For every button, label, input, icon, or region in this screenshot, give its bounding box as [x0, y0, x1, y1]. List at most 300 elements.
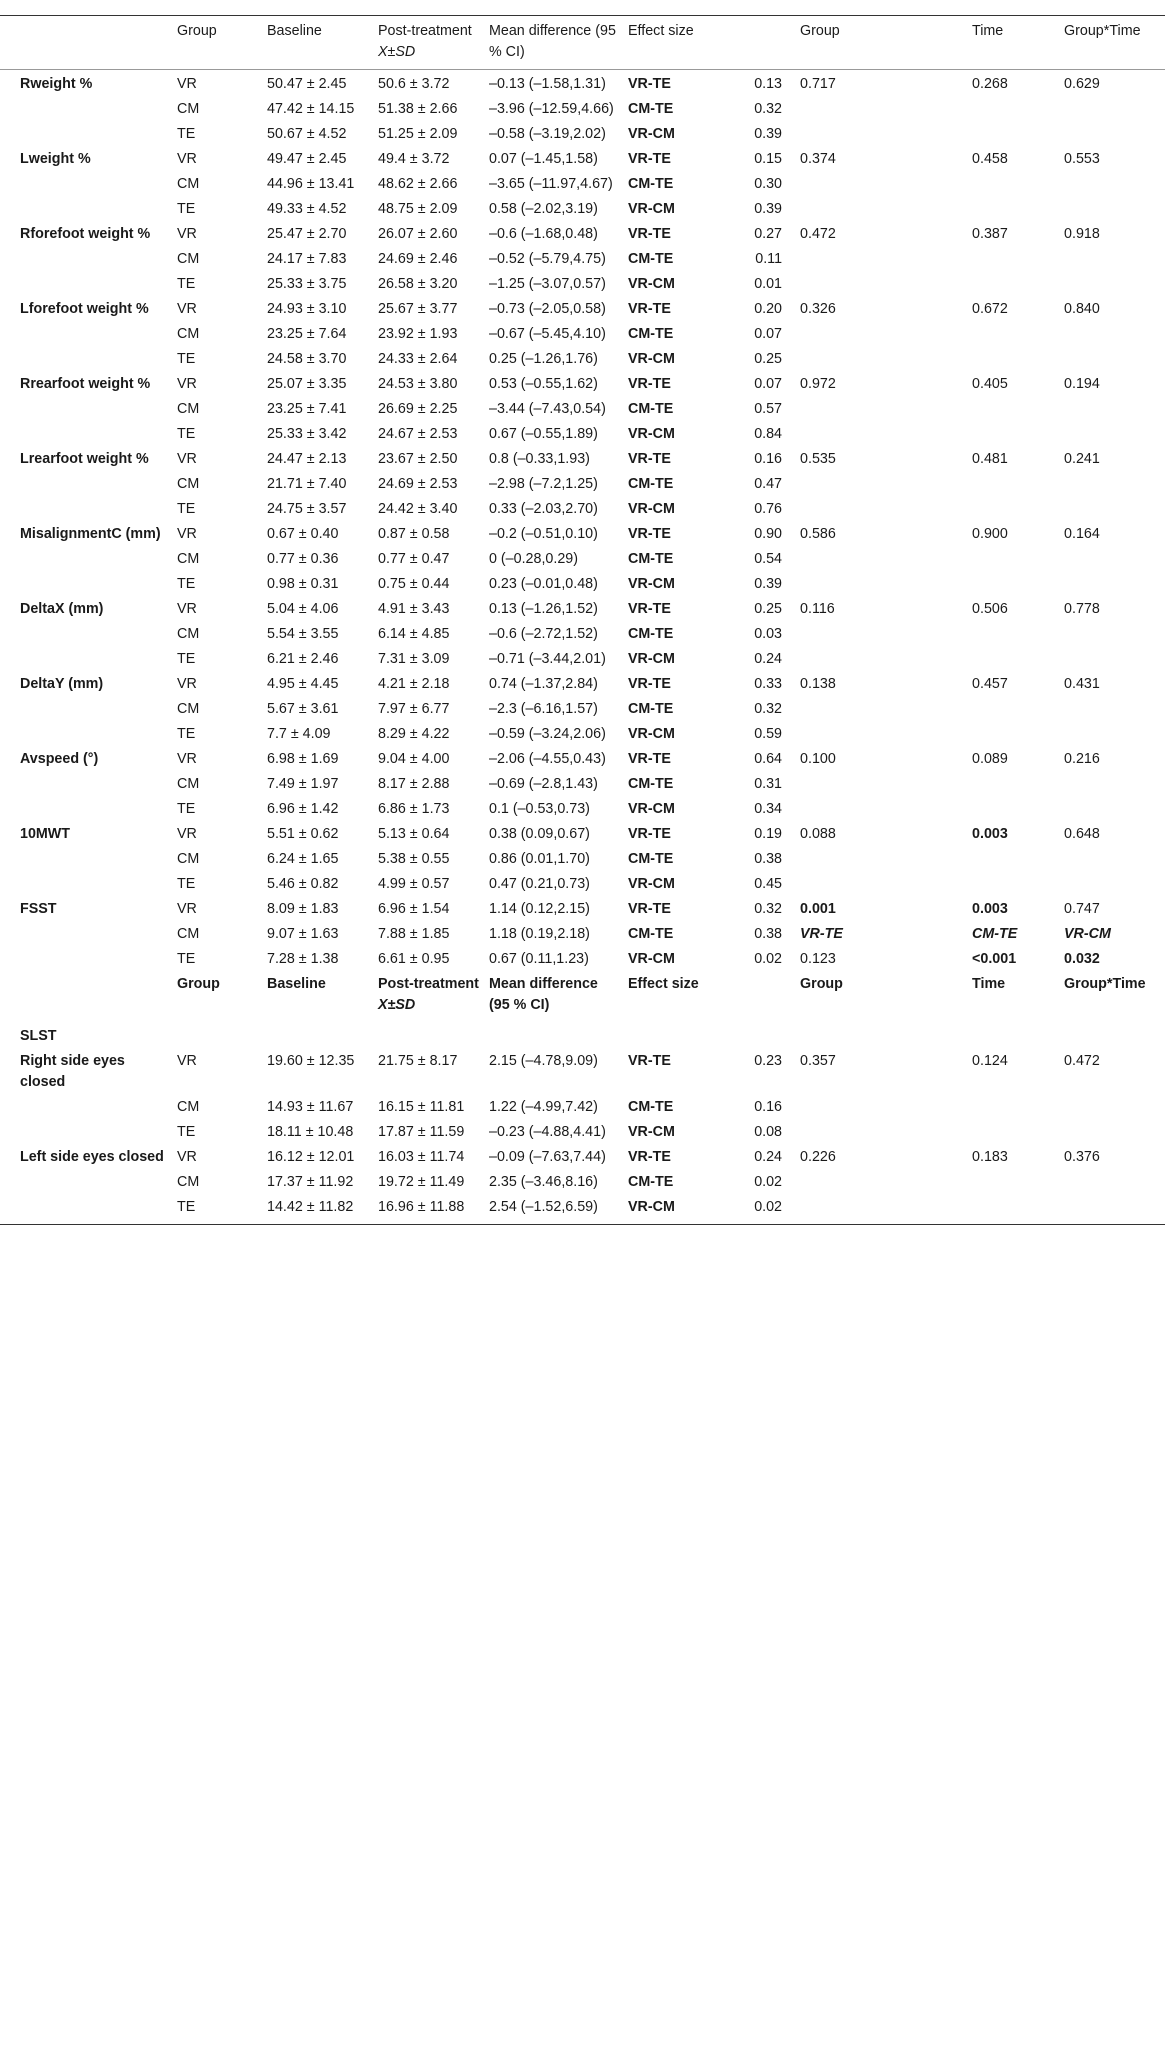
- effect-pair-cell: VR-TE: [628, 151, 671, 167]
- post-cell: 6.61 ± 0.95: [378, 951, 450, 967]
- header-p-time: Time: [972, 16, 1064, 70]
- header2-p-time: Time: [972, 976, 1006, 992]
- table-row: [0, 120, 1165, 145]
- group-cell: TE: [177, 1193, 267, 1225]
- table-row: [0, 1047, 1165, 1093]
- effect-size-cell: 0.07: [754, 376, 783, 392]
- empty-cell: [1064, 1016, 1165, 1047]
- measure-label: [0, 920, 177, 945]
- baseline-cell: 16.12 ± 12.01: [267, 1149, 355, 1165]
- p-group-cell: [800, 1193, 972, 1225]
- effect-pair-cell: VR-TE: [628, 676, 671, 692]
- baseline-cell: 25.33 ± 3.42: [267, 426, 347, 442]
- measure-label: [0, 870, 177, 895]
- measure-label: [0, 345, 177, 370]
- table-row: [0, 745, 1165, 770]
- table-row: [0, 370, 1165, 395]
- mean-diff-cell: 0.38 (0.09,0.67): [489, 826, 590, 842]
- baseline-cell: 5.46 ± 0.82: [267, 876, 339, 892]
- measure-label: [0, 845, 177, 870]
- p-time-cell: [972, 170, 1064, 195]
- baseline-cell: 23.25 ± 7.41: [267, 401, 347, 417]
- table-row: [0, 1143, 1165, 1168]
- p-interaction-cell: [1064, 120, 1165, 145]
- effect-size-cell: 0.38: [754, 851, 783, 867]
- group-cell: CM: [177, 776, 200, 792]
- table-row: [0, 495, 1165, 520]
- results-table-container: [0, 15, 1165, 1225]
- effect-pair-cell: VR-CM: [628, 426, 675, 442]
- header-p-interaction: Group*Time: [1064, 16, 1165, 70]
- table-row: [0, 795, 1165, 820]
- p-group-cell: 0.472: [800, 226, 836, 242]
- p-group-cell: [800, 320, 972, 345]
- baseline-cell: 14.42 ± 11.82: [267, 1193, 378, 1225]
- post-cell: 7.97 ± 6.77: [378, 701, 450, 717]
- p-interaction-cell: 0.241: [1064, 451, 1100, 467]
- measure-label: [0, 270, 177, 295]
- p-interaction-cell: 0.918: [1064, 226, 1100, 242]
- table-row: [0, 695, 1165, 720]
- p-time-cell: [972, 695, 1064, 720]
- measure-label: [0, 495, 177, 520]
- effect-size-cell: 0.23: [754, 1053, 783, 1069]
- mean-diff-cell: 0.74 (–1.37,2.84): [489, 676, 598, 692]
- p-time-cell: [972, 1193, 1064, 1225]
- measure-label: Rrearfoot weight %: [20, 376, 151, 392]
- effect-pair-cell: VR-TE: [628, 901, 671, 917]
- post-cell: 6.86 ± 1.73: [378, 801, 450, 817]
- p-time-cell: 0.672: [972, 301, 1008, 317]
- baseline-cell: 5.67 ± 3.61: [267, 701, 339, 717]
- p-interaction-cell: [1064, 1168, 1165, 1193]
- group-cell: CM: [177, 251, 200, 267]
- effect-pair-cell: VR-TE: [628, 751, 671, 767]
- empty-cell: [177, 1016, 267, 1047]
- p-time-cell: [972, 195, 1064, 220]
- effect-size-cell: 0.20: [754, 301, 783, 317]
- effect-size-cell: 0.11: [755, 251, 783, 267]
- p-time-cell: 0.089: [972, 751, 1008, 767]
- effect-pair-cell: VR-TE: [628, 526, 671, 542]
- baseline-cell: 24.58 ± 3.70: [267, 351, 347, 367]
- p-group-cell: [800, 770, 972, 795]
- group-cell: TE: [177, 726, 196, 742]
- p-time-cell: 0.387: [972, 226, 1008, 242]
- p-interaction-cell: 0.194: [1064, 376, 1100, 392]
- p-group-cell: [800, 1118, 972, 1143]
- measure-label: [0, 945, 177, 970]
- baseline-cell: 25.33 ± 3.75: [267, 276, 347, 292]
- effect-pair-cell: CM-TE: [628, 926, 674, 942]
- header2-p-group: Group: [800, 976, 843, 992]
- p-group-cell: VR-TE: [800, 926, 843, 942]
- p-time-cell: [972, 1093, 1064, 1118]
- p-interaction-cell: [1064, 545, 1165, 570]
- p-group-cell: [800, 245, 972, 270]
- p-interaction-cell: [1064, 1193, 1165, 1225]
- table-row: [0, 595, 1165, 620]
- effect-size-cell: 0.07: [754, 326, 783, 342]
- effect-pair-cell: VR-CM: [628, 951, 675, 967]
- effect-pair-cell: CM-TE: [628, 326, 674, 342]
- p-interaction-cell: [1064, 645, 1165, 670]
- measure-label: [0, 195, 177, 220]
- post-cell: 7.88 ± 1.85: [378, 926, 450, 942]
- p-group-cell: [800, 1093, 972, 1118]
- post-cell: 5.13 ± 0.64: [378, 826, 450, 842]
- baseline-cell: 14.93 ± 11.67: [267, 1099, 354, 1115]
- p-group-cell: 0.138: [800, 676, 836, 692]
- header2-post: [378, 970, 489, 1016]
- p-time-cell: <0.001: [972, 951, 1017, 967]
- group-cell: CM: [177, 551, 200, 567]
- effect-size-cell: 0.45: [754, 876, 783, 892]
- mean-diff-cell: –3.96 (–12.59,4.66): [489, 101, 614, 117]
- effect-pair-cell: VR-TE: [628, 76, 671, 92]
- effect-size-cell: 0.39: [754, 126, 783, 142]
- baseline-cell: 4.95 ± 4.45: [267, 676, 339, 692]
- group-cell: TE: [177, 951, 196, 967]
- p-group-cell: 0.100: [800, 751, 836, 767]
- effect-pair-cell: VR-TE: [628, 1149, 671, 1165]
- group-cell: VR: [177, 226, 197, 242]
- group-cell: CM: [177, 476, 200, 492]
- group-cell: TE: [177, 126, 196, 142]
- table-row: [0, 145, 1165, 170]
- effect-pair-cell: VR-CM: [628, 201, 675, 217]
- p-time-cell: 0.506: [972, 601, 1008, 617]
- p-time-cell: 0.003: [972, 901, 1008, 917]
- group-cell: VR: [177, 76, 197, 92]
- table-row: [0, 95, 1165, 120]
- results-table: [0, 15, 1165, 1225]
- measure-label: [0, 770, 177, 795]
- p-interaction-cell: [1064, 870, 1165, 895]
- p-time-cell: [972, 645, 1064, 670]
- post-cell: 50.6 ± 3.72: [378, 76, 450, 92]
- empty-cell: [708, 1016, 800, 1047]
- table-row: [0, 845, 1165, 870]
- effect-size-cell: 0.32: [754, 701, 783, 717]
- p-interaction-cell: 0.553: [1064, 151, 1100, 167]
- effect-size-cell: 0.16: [754, 1099, 783, 1115]
- header2-empty: [0, 970, 177, 1016]
- post-cell: 8.17 ± 2.88: [378, 776, 450, 792]
- p-time-cell: 0.124: [972, 1053, 1008, 1069]
- post-cell: 49.4 ± 3.72: [378, 151, 450, 167]
- baseline-cell: 5.04 ± 4.06: [267, 601, 339, 617]
- p-interaction-cell: [1064, 1093, 1165, 1118]
- p-time-cell: [972, 620, 1064, 645]
- effect-pair-cell: VR-CM: [628, 801, 675, 817]
- effect-pair-cell: CM-TE: [628, 551, 674, 567]
- p-time-cell: [972, 770, 1064, 795]
- measure-label: [0, 1093, 177, 1118]
- header2-mean-diff: Mean difference (95 % CI): [489, 976, 598, 1013]
- mean-diff-cell: 0.25 (–1.26,1.76): [489, 351, 598, 367]
- effect-size-cell: 0.15: [754, 151, 783, 167]
- mean-diff-cell: 2.15 (–4.78,9.09): [489, 1053, 598, 1069]
- table-row: [0, 1093, 1165, 1118]
- measure-label: Left side eyes closed: [20, 1149, 164, 1165]
- group-cell: TE: [177, 501, 196, 517]
- effect-pair-cell: VR-TE: [628, 226, 671, 242]
- effect-pair-cell: CM-TE: [628, 851, 674, 867]
- mean-diff-cell: 0.23 (–0.01,0.48): [489, 576, 598, 592]
- p-time-cell: [972, 470, 1064, 495]
- table-row: [0, 820, 1165, 845]
- table-row: [0, 420, 1165, 445]
- effect-pair-cell: VR-CM: [628, 726, 675, 742]
- effect-pair-cell: CM-TE: [628, 776, 674, 792]
- effect-size-cell: 0.39: [754, 201, 783, 217]
- effect-size-cell: 0.24: [754, 1149, 783, 1165]
- header2-post-sd: X±SD: [378, 997, 416, 1013]
- measure-label: [0, 795, 177, 820]
- header-post-label: Post-treatment: [378, 23, 472, 39]
- p-group-cell: [800, 695, 972, 720]
- p-interaction-cell: 0.840: [1064, 301, 1100, 317]
- empty-cell: [489, 1016, 628, 1047]
- p-group-cell: [800, 195, 972, 220]
- p-time-cell: [972, 720, 1064, 745]
- p-interaction-cell: VR-CM: [1064, 926, 1111, 942]
- effect-pair-cell: CM-TE: [628, 626, 674, 642]
- p-interaction-cell: 0.376: [1064, 1149, 1100, 1165]
- measure-label: [0, 570, 177, 595]
- p-group-cell: [800, 395, 972, 420]
- effect-pair-cell: VR-CM: [628, 1193, 708, 1225]
- p-time-cell: [972, 120, 1064, 145]
- group-cell: TE: [177, 651, 196, 667]
- post-cell: 26.69 ± 2.25: [378, 401, 458, 417]
- group-cell: TE: [177, 801, 196, 817]
- group-cell: VR: [177, 676, 197, 692]
- table-row: [0, 195, 1165, 220]
- baseline-cell: 17.37 ± 11.92: [267, 1174, 354, 1190]
- table-row: [0, 645, 1165, 670]
- mean-diff-cell: 0.07 (–1.45,1.58): [489, 151, 598, 167]
- group-cell: VR: [177, 301, 197, 317]
- p-group-cell: 0.357: [800, 1053, 836, 1069]
- effect-pair-cell: CM-TE: [628, 1099, 674, 1115]
- empty-cell: [628, 1016, 708, 1047]
- effect-pair-cell: CM-TE: [628, 101, 674, 117]
- baseline-cell: 5.54 ± 3.55: [267, 626, 339, 642]
- p-time-cell: [972, 570, 1064, 595]
- mean-diff-cell: –0.69 (–2.8,1.43): [489, 776, 598, 792]
- p-time-cell: [972, 320, 1064, 345]
- baseline-cell: 7.49 ± 1.97: [267, 776, 339, 792]
- p-group-cell: 0.001: [800, 901, 836, 917]
- group-cell: VR: [177, 526, 197, 542]
- p-interaction-cell: 0.164: [1064, 526, 1100, 542]
- table-row: [0, 1193, 1165, 1225]
- p-interaction-cell: [1064, 320, 1165, 345]
- mean-diff-cell: –0.52 (–5.79,4.75): [489, 251, 606, 267]
- p-time-cell: 0.183: [972, 1149, 1008, 1165]
- effect-size-cell: 0.59: [754, 726, 783, 742]
- measure-label: [0, 695, 177, 720]
- p-group-cell: [800, 120, 972, 145]
- p-group-cell: [800, 420, 972, 445]
- group-cell: CM: [177, 401, 200, 417]
- post-cell: 0.75 ± 0.44: [378, 576, 450, 592]
- p-interaction-cell: [1064, 795, 1165, 820]
- p-time-cell: [972, 1168, 1064, 1193]
- post-cell: 7.31 ± 3.09: [378, 651, 450, 667]
- group-cell: CM: [177, 926, 200, 942]
- table-row: [0, 895, 1165, 920]
- baseline-cell: 19.60 ± 12.35: [267, 1053, 355, 1069]
- header-post-sd: X±SD: [378, 44, 416, 60]
- effect-size-cell: 0.33: [754, 676, 783, 692]
- header-group: Group: [177, 16, 267, 70]
- p-group-cell: [800, 645, 972, 670]
- effect-size-cell: 0.02: [754, 951, 783, 967]
- effect-pair-cell: VR-TE: [628, 301, 671, 317]
- effect-size-cell: 0.16: [754, 451, 783, 467]
- p-group-cell: [800, 495, 972, 520]
- effect-size-cell: 0.24: [754, 651, 783, 667]
- post-cell: 24.67 ± 2.53: [378, 426, 458, 442]
- baseline-cell: 6.21 ± 2.46: [267, 651, 339, 667]
- post-cell: 26.58 ± 3.20: [378, 276, 458, 292]
- header2-group: Group: [177, 976, 220, 992]
- p-group-cell: [800, 845, 972, 870]
- p-interaction-cell: 0.472: [1064, 1053, 1100, 1069]
- p-interaction-cell: [1064, 620, 1165, 645]
- mean-diff-cell: –3.65 (–11.97,4.67): [489, 176, 613, 192]
- effect-size-cell: 0.64: [754, 751, 783, 767]
- p-time-cell: [972, 495, 1064, 520]
- post-cell: 24.53 ± 3.80: [378, 376, 458, 392]
- measure-label: [0, 470, 177, 495]
- baseline-cell: 9.07 ± 1.63: [267, 926, 339, 942]
- table-row: [0, 220, 1165, 245]
- mean-diff-cell: 0.67 (–0.55,1.89): [489, 426, 598, 442]
- header-row-2: [0, 970, 1165, 1016]
- header-effect-size: Effect size: [628, 16, 800, 70]
- table-row: [0, 620, 1165, 645]
- table-row: [0, 395, 1165, 420]
- p-group-cell: 0.586: [800, 526, 836, 542]
- p-interaction-cell: [1064, 245, 1165, 270]
- p-group-cell: 0.717: [800, 76, 836, 92]
- mean-diff-cell: –0.58 (–3.19,2.02): [489, 126, 606, 142]
- group-cell: VR: [177, 601, 197, 617]
- p-time-cell: [972, 245, 1064, 270]
- p-time-cell: [972, 845, 1064, 870]
- table-row: [0, 320, 1165, 345]
- table-row: [0, 670, 1165, 695]
- mean-diff-cell: –2.3 (–6.16,1.57): [489, 701, 598, 717]
- p-time-cell: 0.268: [972, 76, 1008, 92]
- effect-pair-cell: VR-TE: [628, 376, 671, 392]
- baseline-cell: 50.47 ± 2.45: [267, 76, 347, 92]
- baseline-cell: 8.09 ± 1.83: [267, 901, 339, 917]
- effect-size-cell: 0.13: [754, 76, 783, 92]
- post-cell: 9.04 ± 4.00: [378, 751, 450, 767]
- mean-diff-cell: –0.6 (–1.68,0.48): [489, 226, 598, 242]
- mean-diff-cell: –3.44 (–7.43,0.54): [489, 401, 606, 417]
- post-cell: 23.67 ± 2.50: [378, 451, 458, 467]
- mean-diff-cell: –0.71 (–3.44,2.01): [489, 651, 606, 667]
- p-interaction-cell: [1064, 470, 1165, 495]
- header-mean-diff: Mean difference (95 % CI): [489, 16, 628, 70]
- group-cell: CM: [177, 626, 200, 642]
- header-empty: [0, 16, 177, 70]
- p-time-cell: [972, 1118, 1064, 1143]
- p-group-cell: 0.088: [800, 826, 836, 842]
- p-group-cell: [800, 170, 972, 195]
- mean-diff-cell: 0.53 (–0.55,1.62): [489, 376, 598, 392]
- effect-size-cell: 0.03: [754, 626, 783, 642]
- effect-size-cell: 0.30: [754, 176, 783, 192]
- group-cell: VR: [177, 1149, 197, 1165]
- table-row: [0, 245, 1165, 270]
- mean-diff-cell: –0.73 (–2.05,0.58): [489, 301, 606, 317]
- mean-diff-cell: –2.06 (–4.55,0.43): [489, 751, 606, 767]
- post-cell: 26.07 ± 2.60: [378, 226, 458, 242]
- group-cell: CM: [177, 1099, 200, 1115]
- post-cell: 0.77 ± 0.47: [378, 551, 450, 567]
- baseline-cell: 7.28 ± 1.38: [267, 951, 339, 967]
- table-row: [0, 570, 1165, 595]
- effect-pair-cell: VR-TE: [628, 601, 671, 617]
- empty-cell: [378, 1016, 489, 1047]
- effect-pair-cell: CM-TE: [628, 251, 674, 267]
- effect-pair-cell: VR-CM: [628, 1124, 675, 1140]
- baseline-cell: 50.67 ± 4.52: [267, 126, 347, 142]
- mean-diff-cell: 0.33 (–2.03,2.70): [489, 501, 598, 517]
- p-group-cell: [800, 1168, 972, 1193]
- effect-size-cell: 0.32: [754, 101, 783, 117]
- group-cell: TE: [177, 201, 196, 217]
- post-cell: 4.21 ± 2.18: [378, 676, 450, 692]
- empty-cell: [972, 1016, 1064, 1047]
- table-row: [0, 945, 1165, 970]
- p-interaction-cell: [1064, 395, 1165, 420]
- p-group-cell: 0.326: [800, 301, 836, 317]
- effect-size-cell: 0.90: [754, 526, 783, 542]
- p-group-cell: [800, 570, 972, 595]
- measure-label: [0, 645, 177, 670]
- mean-diff-cell: 2.35 (–3.46,8.16): [489, 1174, 598, 1190]
- p-time-cell: [972, 270, 1064, 295]
- measure-label: 10MWT: [20, 826, 71, 842]
- measure-label: [0, 1118, 177, 1143]
- p-interaction-cell: 0.216: [1064, 751, 1100, 767]
- mean-diff-cell: 2.54 (–1.52,6.59): [489, 1193, 628, 1225]
- mean-diff-cell: 0.47 (0.21,0.73): [489, 876, 590, 892]
- post-cell: 48.75 ± 2.09: [378, 201, 458, 217]
- p-time-cell: 0.405: [972, 376, 1008, 392]
- p-group-cell: [800, 795, 972, 820]
- group-cell: CM: [177, 851, 200, 867]
- group-cell: TE: [177, 276, 196, 292]
- header-post: [378, 16, 489, 70]
- baseline-cell: 6.98 ± 1.69: [267, 751, 339, 767]
- header-baseline: Baseline: [267, 16, 378, 70]
- effect-pair-cell: VR-CM: [628, 501, 675, 517]
- p-time-cell: 0.457: [972, 676, 1008, 692]
- p-time-cell: [972, 395, 1064, 420]
- p-interaction-cell: [1064, 845, 1165, 870]
- p-time-cell: [972, 420, 1064, 445]
- mean-diff-cell: –0.23 (–4.88,4.41): [489, 1124, 606, 1140]
